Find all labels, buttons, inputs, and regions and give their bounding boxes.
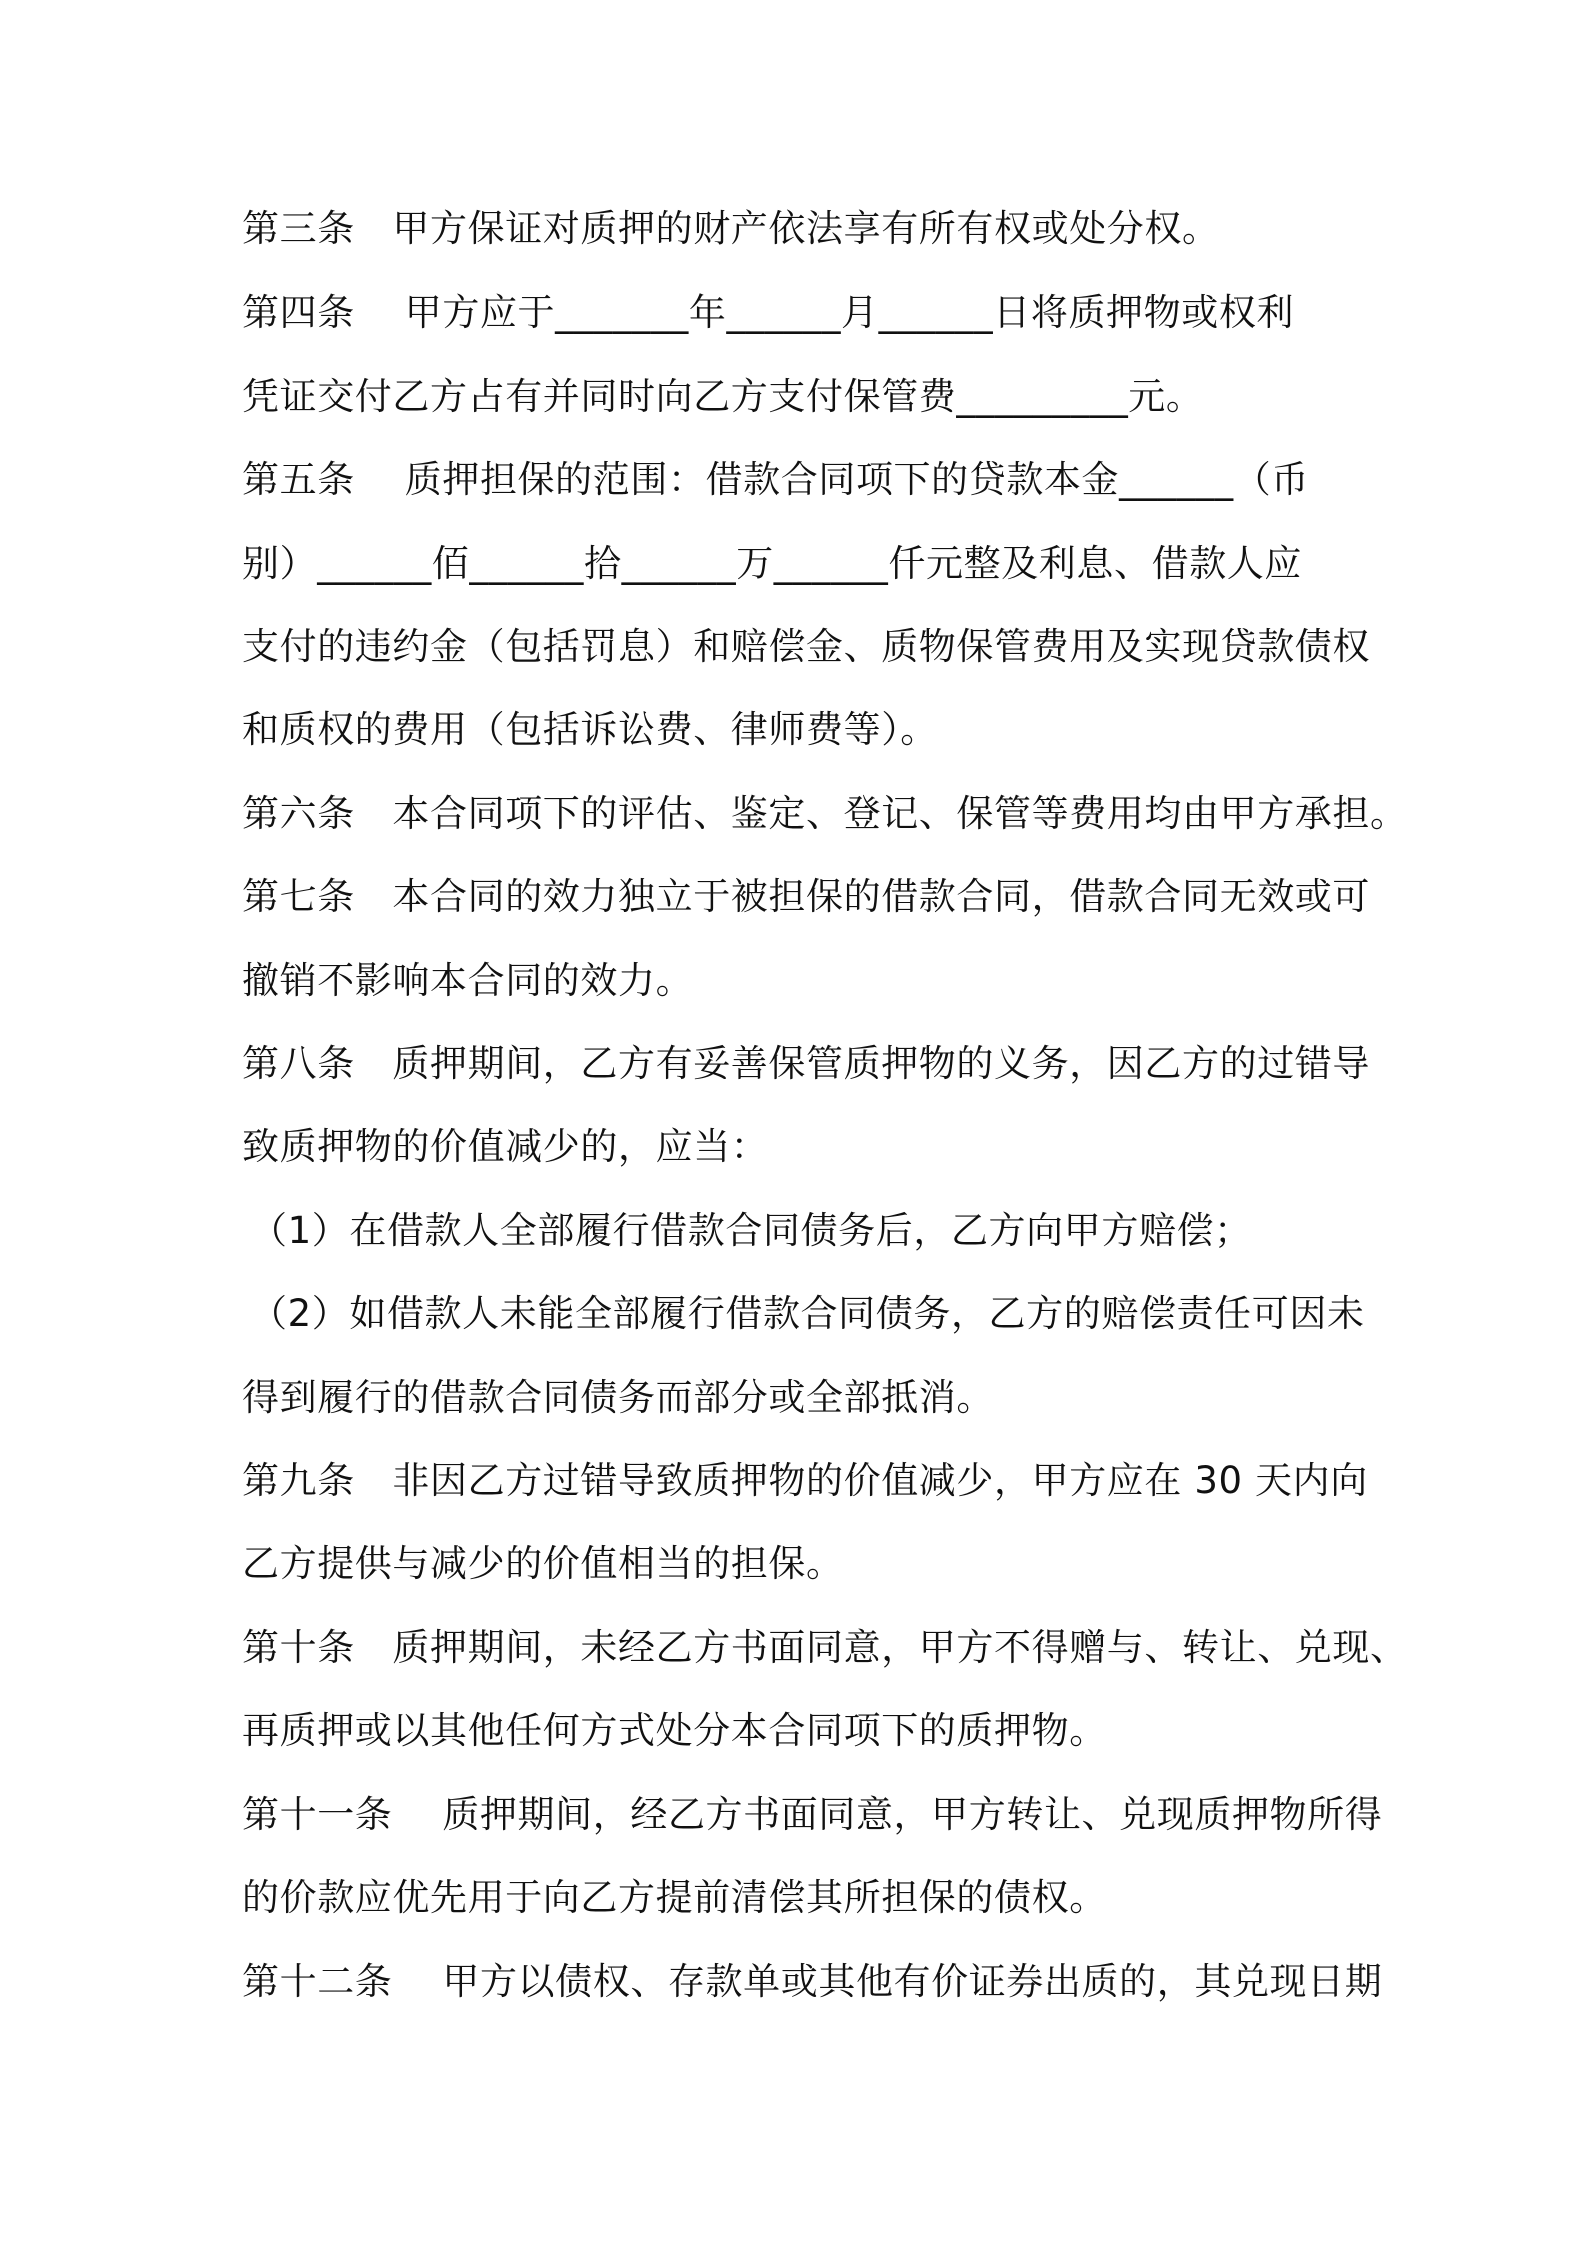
article-8-line-2: 致质押物的价值减少的，应当： [242,1125,769,1168]
article-7-line-2: 撤销不影响本合同的效力。 [242,959,694,1002]
article-5-line-2: 别）______佰______拾______万______仟元整及利息、借款人应 [242,542,1302,585]
article-3-line: 第三条 甲方保证对质押的财产依法享有所有权或处分权。 [242,207,1220,250]
article-6-line: 第六条 本合同项下的评估、鉴定、登记、保管等费用均由甲方承担。 [242,792,1408,835]
article-4-line-2: 凭证交付乙方占有并同时向乙方支付保管费_________元。 [242,375,1204,418]
article-8-item-2-line-2: 得到履行的借款合同债务而部分或全部抵消。 [242,1376,994,1419]
article-8-item-2-line-1: （2）如借款人未能全部履行借款合同债务，乙方的赔偿责任可因未 [250,1292,1365,1335]
article-5-line-4: 和质权的费用（包括诉讼费、律师费等）。 [242,708,938,751]
article-10-line-1: 第十条 质押期间，未经乙方书面同意，甲方不得赠与、转让、兑现、 [242,1626,1408,1669]
article-4-line-1: 第四条 甲方应于_______年______月______日将质押物或权利 [242,291,1295,334]
article-5-line-1: 第五条 质押担保的范围：借款合同项下的贷款本金______（币 [242,458,1309,501]
article-8-line-1: 第八条 质押期间，乙方有妥善保管质押物的义务，因乙方的过错导 [242,1042,1370,1085]
article-7-line-1: 第七条 本合同的效力独立于被担保的借款合同，借款合同无效或可 [242,875,1370,918]
article-9-line-2: 乙方提供与减少的价值相当的担保。 [242,1542,844,1585]
article-11-line-1: 第十一条 质押期间，经乙方书面同意，甲方转让、兑现质押物所得 [242,1793,1383,1836]
article-12-line-1: 第十二条 甲方以债权、存款单或其他有价证券出质的，其兑现日期 [242,1960,1383,2003]
article-10-line-2: 再质押或以其他任何方式处分本合同项下的质押物。 [242,1709,1107,1752]
article-11-line-2: 的价款应优先用于向乙方提前清偿其所担保的债权。 [242,1876,1107,1919]
article-5-line-3: 支付的违约金（包括罚息）和赔偿金、质物保管费用及实现贷款债权 [242,625,1370,668]
article-9-line-1: 第九条 非因乙方过错导致质押物的价值减少，甲方应在 30 天内向 [242,1459,1368,1502]
article-8-item-1: （1）在借款人全部履行借款合同债务后，乙方向甲方赔偿； [250,1209,1252,1252]
